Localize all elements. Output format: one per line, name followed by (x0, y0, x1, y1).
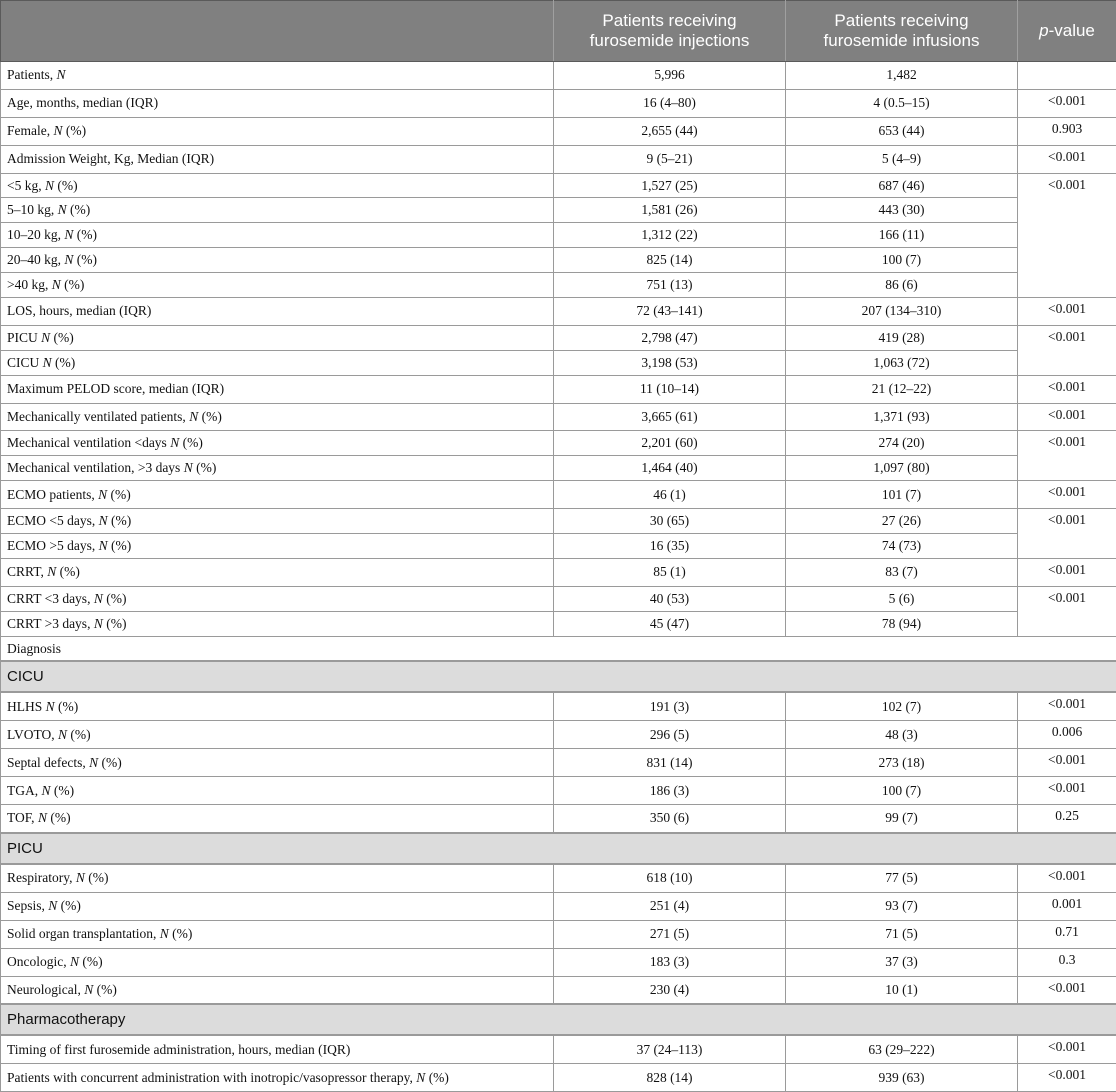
cell-injections: 2,655 (44) (554, 117, 786, 145)
cell-infusions: 86 (6) (786, 273, 1018, 298)
cell-p-value: <0.001 (1018, 1064, 1116, 1092)
table-row (1, 692, 1116, 720)
cell-injections: 40 (53) (554, 586, 786, 611)
row-label: Admission Weight, Kg, Median (IQR) (1, 145, 554, 173)
row-label: CRRT, N (%) (1, 558, 554, 586)
header-row (1, 1, 1116, 62)
row-label: LOS, hours, median (IQR) (1, 298, 554, 326)
cell-p-value: 0.006 (1018, 721, 1116, 749)
cell-infusions: 77 (5) (786, 864, 1018, 892)
cell-injections: 46 (1) (554, 481, 786, 509)
row-label: TOF, N (%) (1, 805, 554, 833)
table-row (1, 117, 1116, 145)
cell-infusions: 74 (73) (786, 534, 1018, 559)
cell-p-value: <0.001 (1018, 298, 1116, 326)
cell-infusions: 1,371 (93) (786, 403, 1018, 431)
table-row (1, 325, 1116, 350)
cell-injections: 831 (14) (554, 749, 786, 777)
cell-injections: 230 (4) (554, 976, 786, 1004)
row-label: Respiratory, N (%) (1, 864, 554, 892)
cell-injections: 3,665 (61) (554, 403, 786, 431)
cell-injections: 72 (43–141) (554, 298, 786, 326)
table-row (1, 481, 1116, 509)
cell-infusions: 100 (7) (786, 248, 1018, 273)
cell-injections: 1,527 (25) (554, 173, 786, 198)
row-label: Mechanically ventilated patients, N (%) (1, 403, 554, 431)
row-label: Neurological, N (%) (1, 976, 554, 1004)
row-label: Maximum PELOD score, median (IQR) (1, 375, 554, 403)
table-row (1, 509, 1116, 534)
table-row (1, 920, 1116, 948)
row-label: Female, N (%) (1, 117, 554, 145)
cell-injections: 251 (4) (554, 892, 786, 920)
cell-p-value: <0.001 (1018, 976, 1116, 1004)
table-row (1, 586, 1116, 611)
cell-injections: 828 (14) (554, 1064, 786, 1092)
cell-infusions: 687 (46) (786, 173, 1018, 198)
cell-p-value: <0.001 (1018, 325, 1116, 375)
cell-infusions: 71 (5) (786, 920, 1018, 948)
cell-injections: 350 (6) (554, 805, 786, 833)
cell-p-value: <0.001 (1018, 864, 1116, 892)
table-row (1, 298, 1116, 326)
cell-injections: 186 (3) (554, 777, 786, 805)
table-row (1, 375, 1116, 403)
row-label: CRRT <3 days, N (%) (1, 586, 554, 611)
cell-p-value: <0.001 (1018, 145, 1116, 173)
cell-injections: 825 (14) (554, 248, 786, 273)
cell-infusions: 166 (11) (786, 223, 1018, 248)
cell-p-value: 0.71 (1018, 920, 1116, 948)
cell-infusions: 10 (1) (786, 976, 1018, 1004)
row-label: Septal defects, N (%) (1, 749, 554, 777)
section-pharmacotherapy: Pharmacotherapy (1, 1004, 1116, 1035)
cell-injections: 191 (3) (554, 692, 786, 720)
cell-injections: 5,996 (554, 62, 786, 90)
cell-injections: 1,581 (26) (554, 198, 786, 223)
cell-injections: 45 (47) (554, 611, 786, 636)
cell-p-value: <0.001 (1018, 749, 1116, 777)
row-label: >40 kg, N (%) (1, 273, 554, 298)
table-row (1, 456, 1116, 481)
table-row (1, 350, 1116, 375)
cell-p-value: <0.001 (1018, 777, 1116, 805)
table-row (1, 749, 1116, 777)
cell-infusions: 273 (18) (786, 749, 1018, 777)
table-row (1, 1035, 1116, 1063)
header-p-value (1018, 1, 1116, 62)
cell-injections: 37 (24–113) (554, 1035, 786, 1063)
cell-infusions: 5 (4–9) (786, 145, 1018, 173)
cell-infusions: 100 (7) (786, 777, 1018, 805)
diagnosis-label: Diagnosis (1, 636, 1116, 661)
cell-infusions: 653 (44) (786, 117, 1018, 145)
header-p-rest: -value (1049, 21, 1095, 40)
row-label: Timing of first furosemide administration, hours, median (IQR) (1, 1035, 554, 1063)
row-label: CICU N (%) (1, 350, 554, 375)
cell-injections: 1,464 (40) (554, 456, 786, 481)
row-label: PICU N (%) (1, 325, 554, 350)
table-row (1, 777, 1116, 805)
cell-injections: 16 (4–80) (554, 89, 786, 117)
table-row (1, 1064, 1116, 1092)
cell-infusions: 93 (7) (786, 892, 1018, 920)
row-label: <5 kg, N (%) (1, 173, 554, 198)
cell-infusions: 1,482 (786, 62, 1018, 90)
table-row (1, 248, 1116, 273)
cell-injections: 85 (1) (554, 558, 786, 586)
section-cicu: CICU (1, 661, 1116, 692)
row-label: LVOTO, N (%) (1, 721, 554, 749)
cell-injections: 183 (3) (554, 948, 786, 976)
table-row (1, 198, 1116, 223)
table-row (1, 864, 1116, 892)
cell-injections: 9 (5–21) (554, 145, 786, 173)
cell-p-value: <0.001 (1018, 403, 1116, 431)
cell-infusions: 37 (3) (786, 948, 1018, 976)
cell-infusions: 419 (28) (786, 325, 1018, 350)
cell-injections: 16 (35) (554, 534, 786, 559)
cell-infusions: 48 (3) (786, 721, 1018, 749)
cell-p-value: <0.001 (1018, 509, 1116, 559)
table-row (1, 534, 1116, 559)
section-row (1, 833, 1116, 864)
cell-infusions: 101 (7) (786, 481, 1018, 509)
table-row (1, 173, 1116, 198)
cell-p-value: <0.001 (1018, 173, 1116, 297)
table-row (1, 89, 1116, 117)
row-label: CRRT >3 days, N (%) (1, 611, 554, 636)
cell-infusions: 27 (26) (786, 509, 1018, 534)
cell-injections: 1,312 (22) (554, 223, 786, 248)
cell-injections: 3,198 (53) (554, 350, 786, 375)
cell-injections: 271 (5) (554, 920, 786, 948)
cell-p-value: 0.3 (1018, 948, 1116, 976)
table-row (1, 976, 1116, 1004)
header-label (1, 1, 554, 62)
cell-p-value: <0.001 (1018, 431, 1116, 481)
cell-infusions: 1,097 (80) (786, 456, 1018, 481)
row-label: Solid organ transplantation, N (%) (1, 920, 554, 948)
cell-infusions: 21 (12–22) (786, 375, 1018, 403)
cell-p-value: <0.001 (1018, 692, 1116, 720)
cell-p-value: <0.001 (1018, 375, 1116, 403)
table-row (1, 636, 1116, 661)
cell-injections: 2,201 (60) (554, 431, 786, 456)
row-label: ECMO <5 days, N (%) (1, 509, 554, 534)
cell-infusions: 1,063 (72) (786, 350, 1018, 375)
cell-infusions: 4 (0.5–15) (786, 89, 1018, 117)
row-label: Oncologic, N (%) (1, 948, 554, 976)
cell-p-value: 0.25 (1018, 805, 1116, 833)
cell-injections: 751 (13) (554, 273, 786, 298)
cell-infusions: 443 (30) (786, 198, 1018, 223)
cell-infusions: 274 (20) (786, 431, 1018, 456)
row-label: HLHS N (%) (1, 692, 554, 720)
cell-infusions: 207 (134–310) (786, 298, 1018, 326)
row-label: Mechanical ventilation, >3 days N (%) (1, 456, 554, 481)
cell-injections: 30 (65) (554, 509, 786, 534)
row-label: 20–40 kg, N (%) (1, 248, 554, 273)
cell-p-value: <0.001 (1018, 481, 1116, 509)
table-row (1, 805, 1116, 833)
cell-p-value: <0.001 (1018, 586, 1116, 636)
table-row (1, 273, 1116, 298)
cell-injections: 11 (10–14) (554, 375, 786, 403)
header-p-italic: p (1039, 21, 1048, 40)
section-row (1, 1004, 1116, 1035)
cell-p-value: 0.903 (1018, 117, 1116, 145)
table-row (1, 62, 1116, 90)
cell-infusions: 5 (6) (786, 586, 1018, 611)
cell-p-value: 0.001 (1018, 892, 1116, 920)
cell-infusions: 99 (7) (786, 805, 1018, 833)
cell-p-value: <0.001 (1018, 1035, 1116, 1063)
row-label: Age, months, median (IQR) (1, 89, 554, 117)
row-label: 10–20 kg, N (%) (1, 223, 554, 248)
table-row (1, 721, 1116, 749)
table-row (1, 948, 1116, 976)
cell-infusions: 939 (63) (786, 1064, 1018, 1092)
cell-p-value: <0.001 (1018, 89, 1116, 117)
row-label: Sepsis, N (%) (1, 892, 554, 920)
table-row (1, 403, 1116, 431)
row-label: ECMO patients, N (%) (1, 481, 554, 509)
row-label: Patients with concurrent administration with inotropic/vasopressor therapy, N (%) (1, 1064, 554, 1092)
header-infusions: Patients receiving furosemide infusions (786, 1, 1018, 62)
table-row (1, 892, 1116, 920)
row-label: 5–10 kg, N (%) (1, 198, 554, 223)
cell-p-value: <0.001 (1018, 558, 1116, 586)
table-row (1, 223, 1116, 248)
table-row (1, 431, 1116, 456)
row-label: Patients, N (1, 62, 554, 90)
row-label: Mechanical ventilation <days N (%) (1, 431, 554, 456)
row-label: TGA, N (%) (1, 777, 554, 805)
row-label: ECMO >5 days, N (%) (1, 534, 554, 559)
cell-injections: 2,798 (47) (554, 325, 786, 350)
cell-p-value (1018, 62, 1116, 90)
cell-injections: 296 (5) (554, 721, 786, 749)
cell-infusions: 78 (94) (786, 611, 1018, 636)
table-row (1, 558, 1116, 586)
table-row (1, 145, 1116, 173)
table-row (1, 611, 1116, 636)
cell-infusions: 63 (29–222) (786, 1035, 1018, 1063)
cell-infusions: 83 (7) (786, 558, 1018, 586)
section-picu: PICU (1, 833, 1116, 864)
cell-infusions: 102 (7) (786, 692, 1018, 720)
header-injections: Patients receiving furosemide injections (554, 1, 786, 62)
section-row (1, 661, 1116, 692)
cell-injections: 618 (10) (554, 864, 786, 892)
